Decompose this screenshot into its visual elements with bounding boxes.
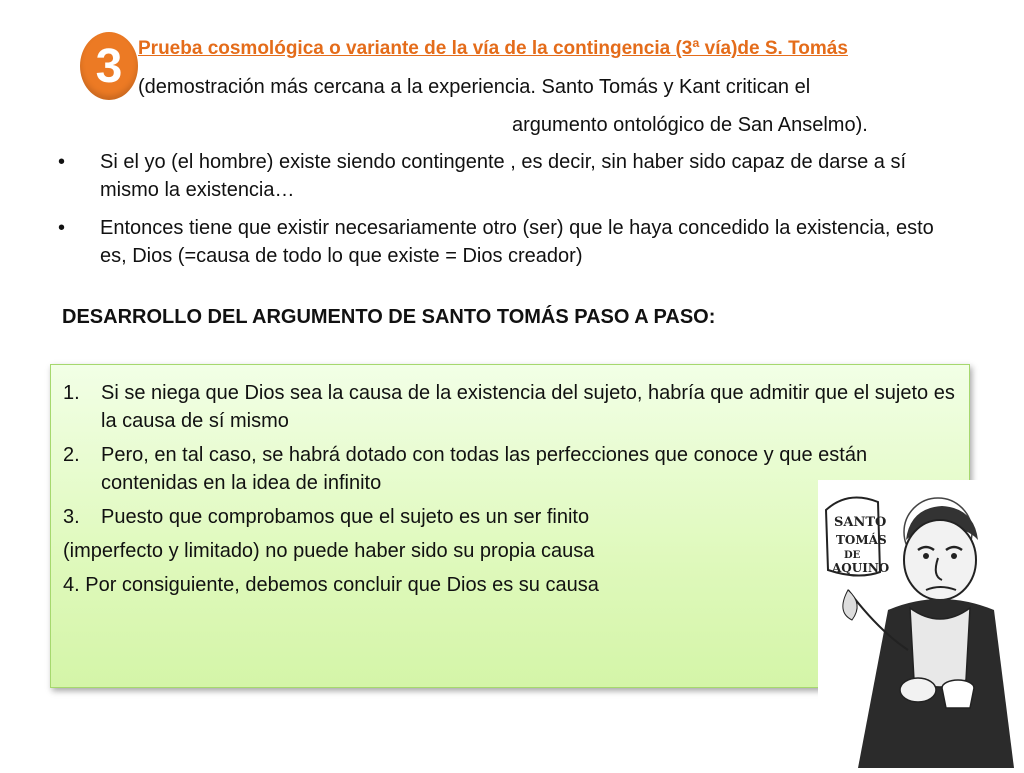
- svg-text:TOMÁS: TOMÁS: [836, 533, 887, 547]
- slide-title: Prueba cosmológica o variante de la vía de la contingencia (3ª vía)de S. Tomás: [138, 38, 848, 59]
- bullet-dot-icon: •: [58, 151, 66, 173]
- caricature-image: [818, 480, 1024, 768]
- number-badge-icon: [80, 32, 138, 100]
- bullet-dot-icon: •: [58, 217, 66, 239]
- step-number: 3.: [63, 506, 80, 528]
- svg-text:AQUINO: AQUINO: [832, 561, 890, 575]
- step-item: [63, 379, 957, 435]
- bullet-item: [58, 214, 938, 270]
- subtitle-line-1: (demostración más cercana a la experiencia. Santo Tomás y Kant critican el: [138, 76, 811, 98]
- bullet-text: Si el yo (el hombre) existe siendo contingente , es decir, sin haber sido capaz de darse a sí mismo la existencia…: [100, 151, 907, 201]
- svg-text:SANTO: SANTO: [834, 515, 887, 530]
- bullet-item: [58, 148, 938, 204]
- section-heading: DESARROLLO DEL ARGUMENTO DE SANTO TOMÁS PASO A PASO:: [62, 306, 716, 328]
- bullet-text: Entonces tiene que existir necesariamente otro (ser) que le haya concedido la existencia, esto es, Dios (=causa de todo lo que existe = Dios creador): [100, 217, 934, 267]
- subtitle-line-2: argumento ontológico de San Anselmo).: [512, 114, 868, 136]
- step-item: 4. Por consiguiente, debemos concluir que Dios es su causa: [63, 574, 599, 596]
- step-text: Si se niega que Dios sea la causa de la existencia del sujeto, habría que admitir que el sujeto es la causa de sí mismo: [101, 382, 955, 432]
- badge-number: 3: [95, 39, 123, 93]
- saint-thomas-caricature-icon: [818, 480, 1024, 768]
- step-number: 2.: [63, 444, 80, 466]
- step-text: Pero, en tal caso, se habrá dotado con todas las perfecciones que conoce y que están contenidas en la idea de infinito: [101, 444, 868, 494]
- step-continuation: (imperfecto y limitado) no puede haber sido su propia causa: [63, 540, 595, 562]
- step-text: Puesto que comprobamos que el sujeto es un ser finito: [101, 506, 590, 528]
- bullet-list: [58, 148, 938, 280]
- svg-text:DE: DE: [844, 550, 861, 561]
- step-number: 1.: [63, 382, 80, 404]
